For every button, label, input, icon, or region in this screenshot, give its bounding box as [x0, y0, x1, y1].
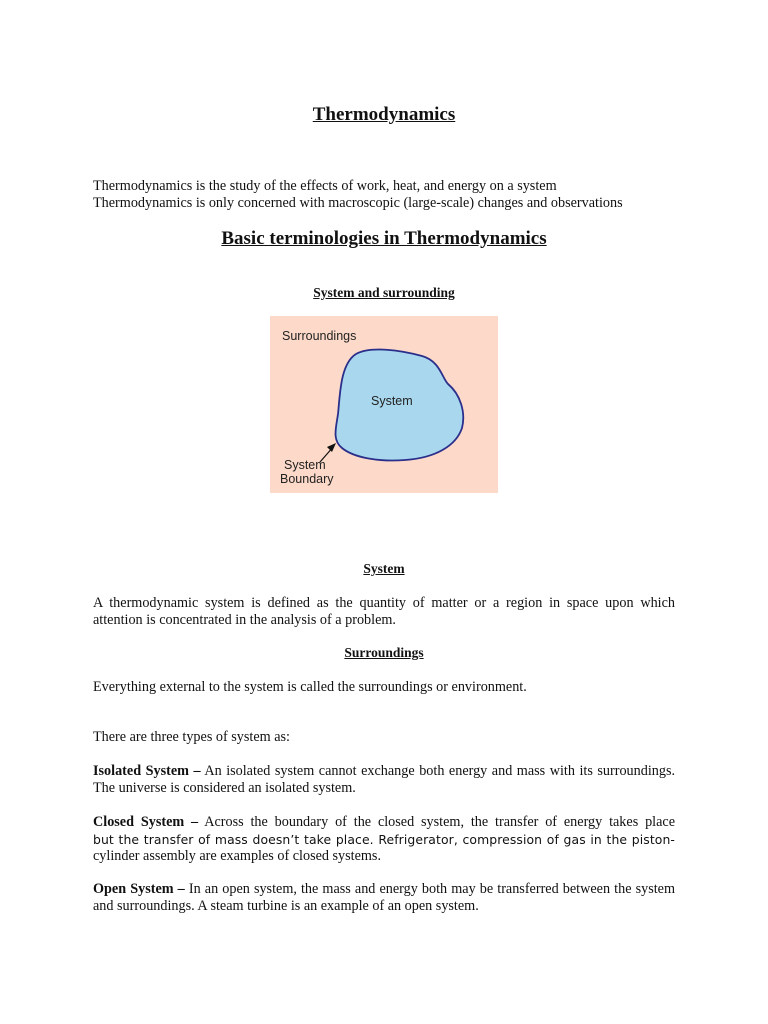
system-definition: A thermodynamic system is defined as the quantity of matter or a region in space upon which attention is concentrated in the analysis of a problem. [93, 595, 675, 628]
surroundings-heading: Surroundings [344, 645, 424, 660]
surroundings-label: Surroundings [282, 329, 357, 343]
system-surrounding-diagram [270, 316, 498, 493]
intro-line: Thermodynamics is only concerned with macroscopic (large-scale) changes and observations [93, 195, 623, 211]
closed-system-term: Closed System – [93, 814, 199, 830]
open-system-text: In an open system, the mass and energy both may be transferred between the system and surroundings. A steam turbine is an example of an open system. [93, 881, 675, 914]
closed-system-text-line2: but the transfer of mass doesn’t take place. Refrigerator, compression of gas in the piston- [93, 832, 675, 847]
isolated-system-term: Isolated System – [93, 763, 201, 779]
system-heading: System [363, 561, 405, 576]
basic-terminologies-heading: Basic terminologies in Thermodynamics [221, 228, 547, 249]
boundary-label-line2: Boundary [280, 472, 334, 486]
intro-line: Thermodynamics is the study of the effects of work, heat, and energy on a system [93, 178, 557, 194]
intro-block [93, 178, 693, 212]
page-title: Thermodynamics [312, 104, 456, 125]
closed-system-paragraph [93, 814, 675, 865]
system-surrounding-heading: System and surrounding [313, 285, 455, 300]
open-system-term: Open System – [93, 881, 185, 897]
closed-system-text-line1: Across the boundary of the closed system, the transfer of energy takes place [204, 814, 676, 830]
closed-system-line1 [93, 814, 675, 831]
open-system-paragraph [93, 881, 675, 915]
closed-system-text-line3: cylinder assembly are examples of closed systems. [93, 848, 382, 864]
isolated-system-paragraph [93, 763, 675, 797]
isolated-system-text: An isolated system cannot exchange both energy and mass with its surroundings. The universe is considered an isolated system. [93, 763, 676, 796]
surroundings-definition: Everything external to the system is called the surroundings or environment. [93, 679, 527, 695]
system-label: System [371, 394, 413, 408]
boundary-label-line1: System [284, 458, 326, 472]
types-intro: There are three types of system as: [93, 729, 290, 745]
